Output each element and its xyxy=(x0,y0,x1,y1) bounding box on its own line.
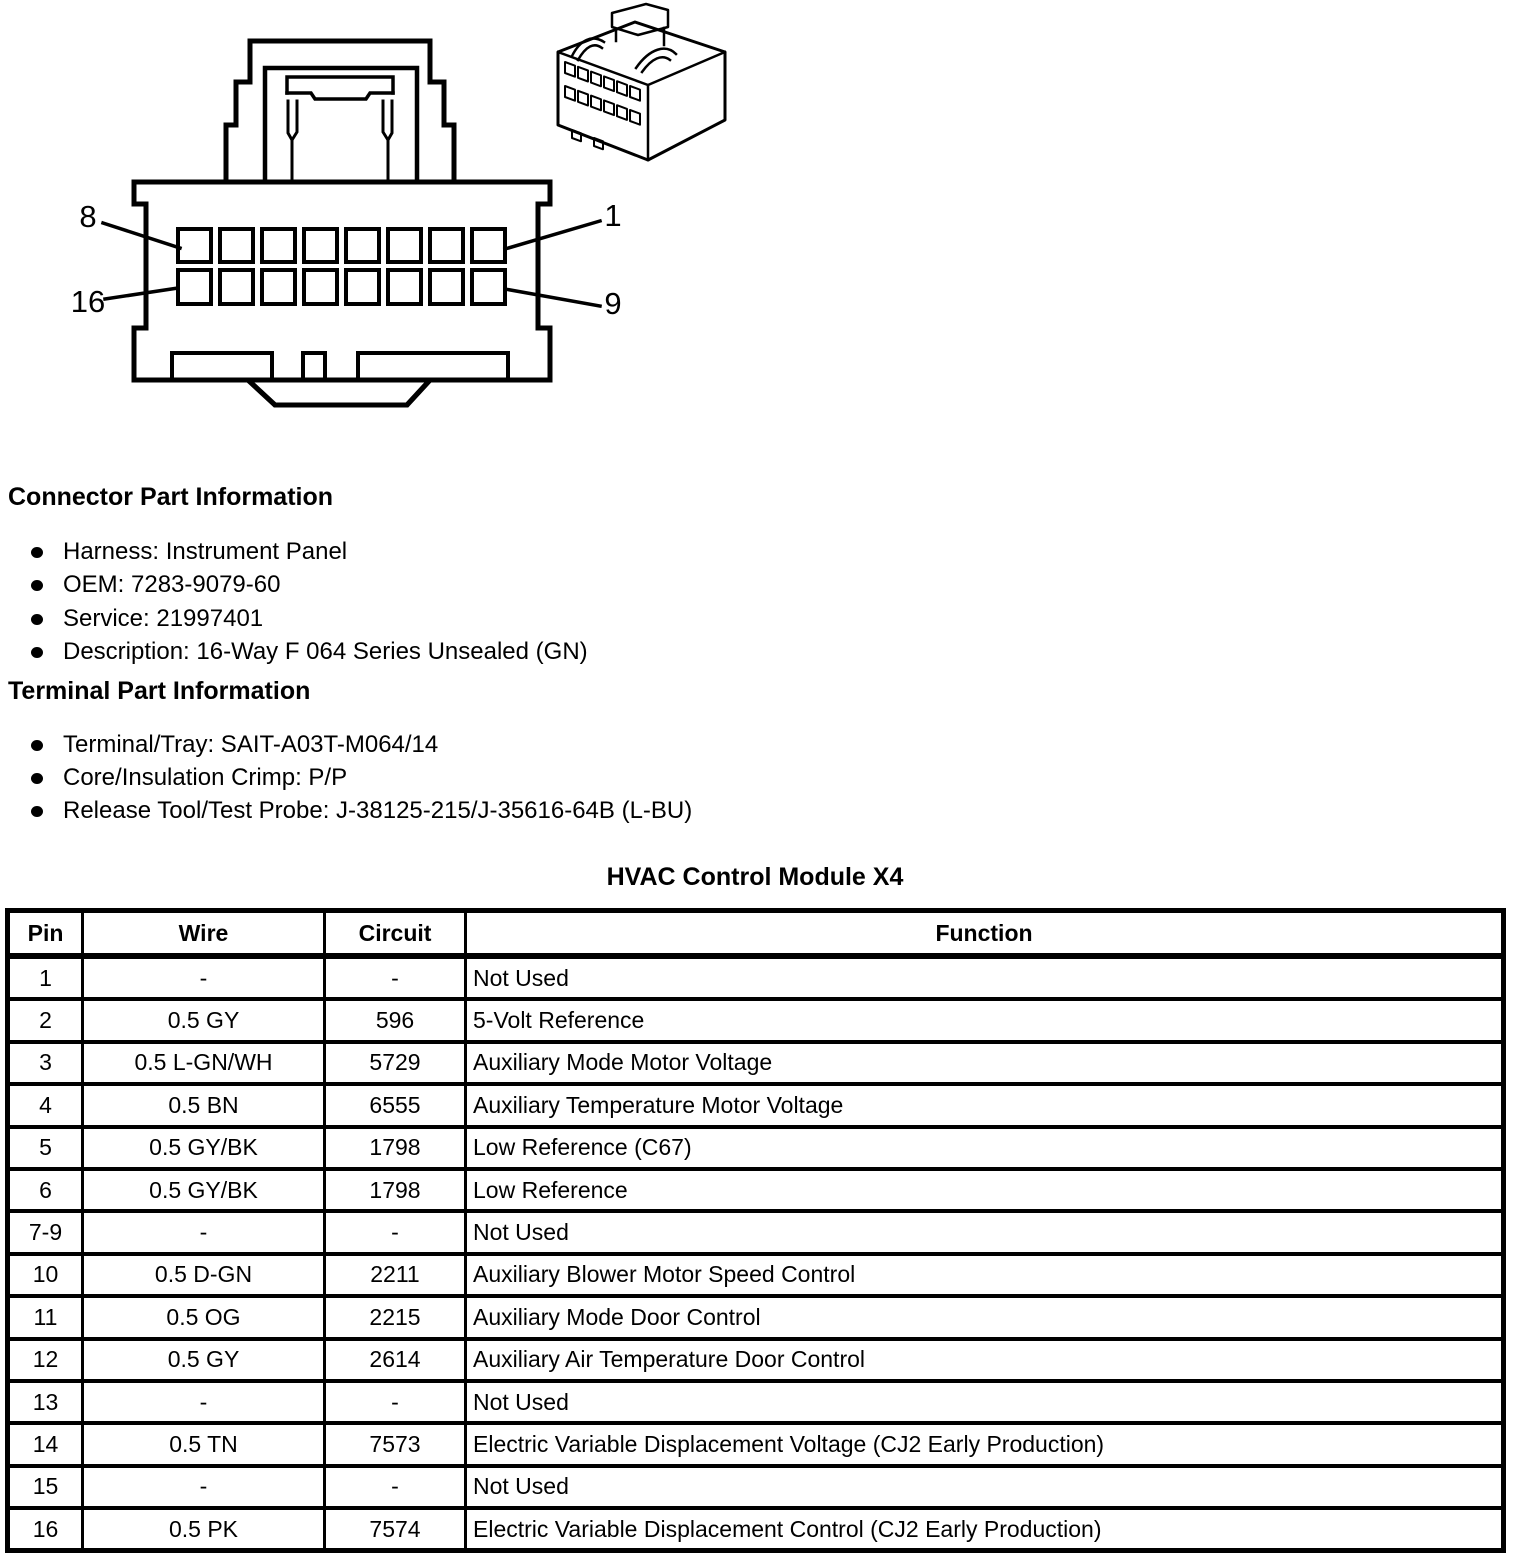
cell-function: Auxiliary Blower Motor Speed Control xyxy=(466,1254,1504,1296)
cell-function: Not Used xyxy=(466,1211,1504,1253)
cell-pin: 15 xyxy=(8,1466,83,1508)
bullet-icon xyxy=(31,740,43,751)
cell-wire: - xyxy=(83,1211,325,1253)
cell-wire: 0.5 L-GN/WH xyxy=(83,1042,325,1084)
table-row xyxy=(8,1508,1504,1551)
table-row xyxy=(8,1211,1504,1253)
latch-hook-left xyxy=(288,101,297,140)
cell-function: Not Used xyxy=(466,1381,1504,1423)
cell-function: Not Used xyxy=(466,1466,1504,1508)
cell-function: Auxiliary Air Temperature Door Control xyxy=(466,1339,1504,1381)
cell-wire: - xyxy=(83,1381,325,1423)
list-item xyxy=(31,796,692,826)
pin-label-8: 8 xyxy=(79,199,97,234)
cell-wire: 0.5 PK xyxy=(83,1508,325,1551)
list-item-text: Service: 21997401 xyxy=(63,605,264,632)
terminal-part-info-heading: Terminal Part Information xyxy=(8,677,311,705)
table-row xyxy=(8,1296,1504,1338)
bottom-key-right xyxy=(358,353,508,380)
bottom-key-center xyxy=(303,353,325,380)
list-item-text: Description: 16-Way F 064 Series Unsealed (GN) xyxy=(63,638,588,665)
list-item-text: Harness: Instrument Panel xyxy=(63,538,348,565)
cell-wire: 0.5 GY xyxy=(83,1339,325,1381)
cell-pin: 2 xyxy=(8,999,83,1041)
bullet-icon xyxy=(31,806,43,817)
cell-circuit: 6555 xyxy=(325,1084,466,1126)
cell-circuit: 2211 xyxy=(325,1254,466,1296)
cell-circuit: - xyxy=(325,1381,466,1423)
cell-circuit: - xyxy=(325,956,466,999)
cell-wire: 0.5 GY xyxy=(83,999,325,1041)
connector-3d-view xyxy=(558,4,725,160)
cell-function: Auxiliary Mode Motor Voltage xyxy=(466,1042,1504,1084)
cell-function: 5-Volt Reference xyxy=(466,999,1504,1041)
table-row xyxy=(8,1169,1504,1211)
pin-label-16: 16 xyxy=(70,284,106,319)
cell-pin: 6 xyxy=(8,1169,83,1211)
cell-wire: 0.5 OG xyxy=(83,1296,325,1338)
cell-pin: 16 xyxy=(8,1508,83,1551)
latch-hook-stems xyxy=(292,140,388,182)
column-header-wire: Wire xyxy=(83,911,325,957)
cell-wire: 0.5 BN xyxy=(83,1084,325,1126)
list-item-text: Core/Insulation Crimp: P/P xyxy=(63,764,348,791)
bottom-key-left xyxy=(172,353,272,380)
cell-circuit: 2215 xyxy=(325,1296,466,1338)
list-item-text: Terminal/Tray: SAIT-A03T-M064/14 xyxy=(63,731,439,758)
cell-function: Not Used xyxy=(466,956,1504,999)
cell-circuit: 7574 xyxy=(325,1508,466,1551)
cell-wire: - xyxy=(83,1466,325,1508)
cell-pin: 10 xyxy=(8,1254,83,1296)
cell-pin: 11 xyxy=(8,1296,83,1338)
cell-function: Low Reference xyxy=(466,1169,1504,1211)
list-item xyxy=(31,570,280,600)
pin-holes-3d xyxy=(565,62,640,125)
cell-wire: 0.5 TN xyxy=(83,1423,325,1465)
cell-pin: 3 xyxy=(8,1042,83,1084)
cell-pin: 4 xyxy=(8,1084,83,1126)
cell-function: Electric Variable Displacement Control (CJ2 Early Production) xyxy=(466,1508,1504,1551)
connector-part-info-heading: Connector Part Information xyxy=(8,483,334,511)
cell-pin: 7-9 xyxy=(8,1211,83,1253)
leader-line-pin16 xyxy=(105,288,178,299)
table-row xyxy=(8,1084,1504,1126)
pinout-table xyxy=(5,908,1506,1553)
column-header-function: Function xyxy=(466,911,1504,957)
latch-notch xyxy=(287,93,393,99)
table-row xyxy=(8,999,1504,1041)
cell-circuit: 1798 xyxy=(325,1169,466,1211)
list-item xyxy=(31,537,347,567)
leader-line-pin8 xyxy=(103,223,180,248)
cell-circuit: 5729 xyxy=(325,1042,466,1084)
lock-arm-right-3d xyxy=(636,49,676,72)
bullet-icon xyxy=(31,647,43,658)
leader-line-pin9 xyxy=(505,289,600,306)
list-item xyxy=(31,763,347,793)
pin-label-1: 1 xyxy=(604,198,622,233)
bullet-icon xyxy=(31,614,43,625)
column-header-circuit: Circuit xyxy=(325,911,466,957)
leader-line-pin1 xyxy=(505,221,600,249)
column-header-pin: Pin xyxy=(8,911,83,957)
cell-wire: - xyxy=(83,956,325,999)
bullet-icon xyxy=(31,580,43,591)
list-item xyxy=(31,730,438,760)
cell-pin: 14 xyxy=(8,1423,83,1465)
table-title: HVAC Control Module X4 xyxy=(606,863,904,891)
cell-function: Auxiliary Mode Door Control xyxy=(466,1296,1504,1338)
cell-function: Electric Variable Displacement Voltage (CJ2 Early Production) xyxy=(466,1423,1504,1465)
table-row xyxy=(8,1381,1504,1423)
cell-circuit: 1798 xyxy=(325,1127,466,1169)
latch-tower-outline xyxy=(226,41,454,182)
cell-wire: 0.5 GY/BK xyxy=(83,1169,325,1211)
bottom-tab xyxy=(248,380,430,405)
cell-pin: 1 xyxy=(8,956,83,999)
cell-pin: 13 xyxy=(8,1381,83,1423)
cell-circuit: - xyxy=(325,1466,466,1508)
table-header-row xyxy=(8,911,1504,957)
connector-body-outline xyxy=(134,182,550,405)
table-row xyxy=(8,1423,1504,1465)
list-item xyxy=(31,637,588,667)
table-row xyxy=(8,1042,1504,1084)
cell-circuit: 7573 xyxy=(325,1423,466,1465)
table-row xyxy=(8,1127,1504,1169)
cell-pin: 5 xyxy=(8,1127,83,1169)
list-item-text: OEM: 7283-9079-60 xyxy=(63,571,281,598)
pin-label-9: 9 xyxy=(604,286,622,321)
latch-hook-right xyxy=(383,101,392,140)
bullet-icon xyxy=(31,773,43,784)
cell-circuit: - xyxy=(325,1211,466,1253)
table-row xyxy=(8,1254,1504,1296)
connector-front-view-diagram xyxy=(0,0,760,470)
pin-cavity-grid xyxy=(178,229,505,304)
list-item xyxy=(31,604,263,634)
table-row xyxy=(8,1339,1504,1381)
latch-inner-roof xyxy=(287,77,393,93)
cell-wire: 0.5 GY/BK xyxy=(83,1127,325,1169)
cell-pin: 12 xyxy=(8,1339,83,1381)
latch-button-3d xyxy=(612,4,668,35)
list-item-text: Release Tool/Test Probe: J-38125-215/J-35616-64B (L-BU) xyxy=(63,797,693,824)
table-row xyxy=(8,1466,1504,1508)
bullet-icon xyxy=(31,547,43,558)
cell-wire: 0.5 D-GN xyxy=(83,1254,325,1296)
cell-circuit: 596 xyxy=(325,999,466,1041)
cell-circuit: 2614 xyxy=(325,1339,466,1381)
cell-function: Auxiliary Temperature Motor Voltage xyxy=(466,1084,1504,1126)
table-row xyxy=(8,956,1504,999)
cell-function: Low Reference (C67) xyxy=(466,1127,1504,1169)
